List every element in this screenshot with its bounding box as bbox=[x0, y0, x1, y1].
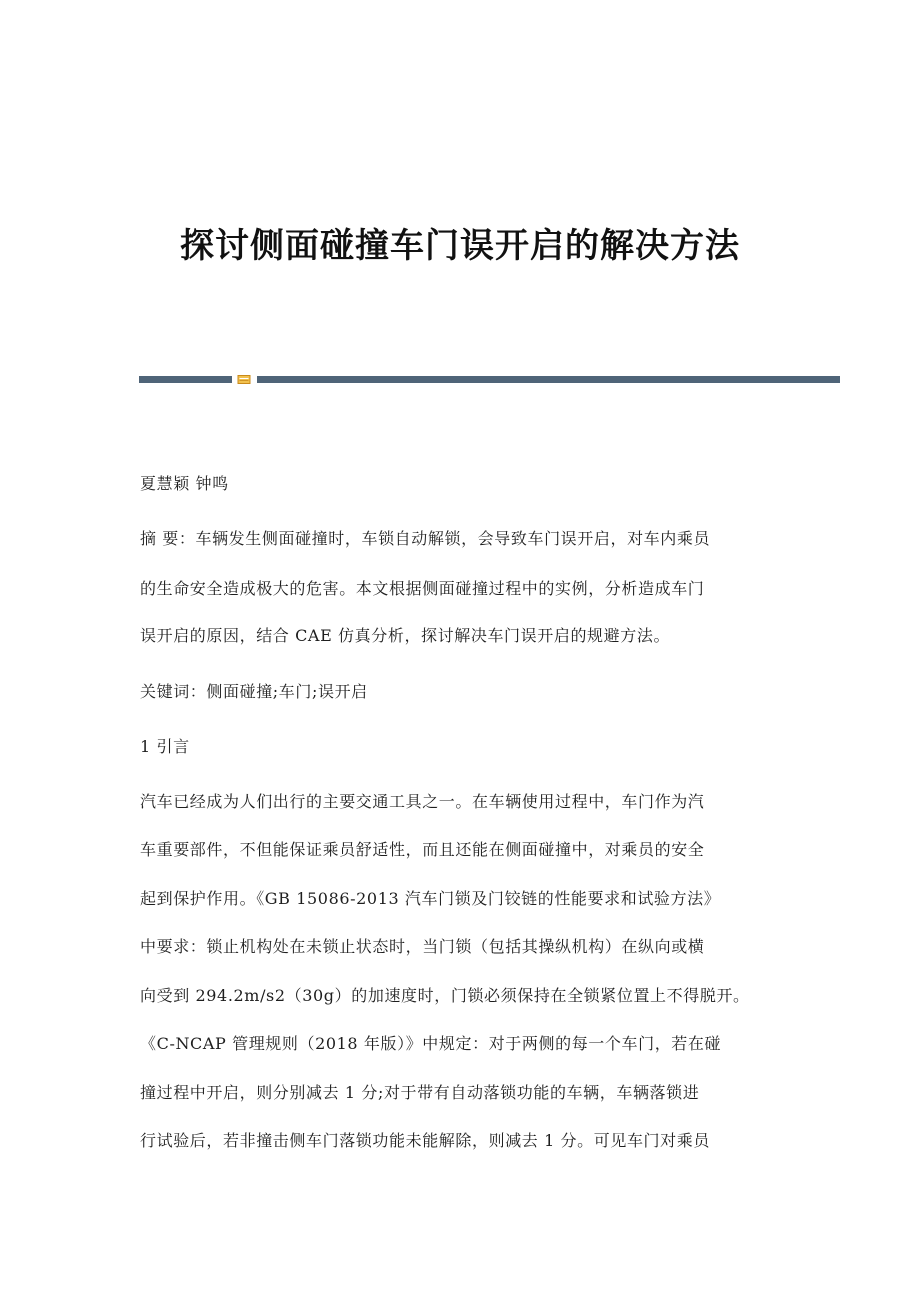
body-line: 中要求：锁止机构处在未锁止状态时，当门锁（包括其操纵机构）在纵向或横 bbox=[140, 937, 705, 956]
body-line: 汽车已经成为人们出行的主要交通工具之一。在车辆使用过程中，车门作为汽 bbox=[140, 792, 705, 811]
abstract-line: 摘 要：车辆发生侧面碰撞时，车锁自动解锁，会导致车门误开启，对车内乘员 bbox=[140, 529, 711, 548]
body-line: 车重要部件，不但能保证乘员舒适性，而且还能在侧面碰撞中，对乘员的安全 bbox=[140, 840, 705, 859]
keywords: 关键词：侧面碰撞;车门;误开启 bbox=[140, 682, 368, 701]
authors: 夏慧颖 钟鸣 bbox=[140, 474, 229, 493]
abstract-line: 误开启的原因，结合 CAE 仿真分析，探讨解决车门误开启的规避方法。 bbox=[140, 626, 671, 645]
body-line: 向受到 294.2m/s2（30g）的加速度时，门锁必须保持在全锁紧位置上不得脱开。 bbox=[140, 986, 750, 1005]
body-line: 《C-NCAP 管理规则（2018 年版）》中规定：对于两侧的每一个车门，若在碰 bbox=[140, 1034, 722, 1053]
section-heading: 1 引言 bbox=[140, 737, 190, 756]
document-title: 探讨侧面碰撞车门误开启的解决方法 bbox=[180, 226, 740, 266]
title-divider bbox=[139, 375, 840, 384]
abstract-line: 的生命安全造成极大的危害。本文根据侧面碰撞过程中的实例，分析造成车门 bbox=[140, 579, 705, 598]
divider-right-segment bbox=[257, 376, 840, 383]
body-line: 行试验后，若非撞击侧车门落锁功能未能解除，则减去 1 分。可见车门对乘员 bbox=[140, 1131, 710, 1150]
body-line: 起到保护作用。《GB 15086-2013 汽车门锁及门铰链的性能要求和试验方法》 bbox=[140, 889, 721, 908]
body-line: 撞过程中开启，则分别减去 1 分;对于带有自动落锁功能的车辆，车辆落锁进 bbox=[140, 1083, 700, 1102]
divider-marker-icon bbox=[237, 375, 251, 384]
divider-left-segment bbox=[139, 376, 232, 383]
